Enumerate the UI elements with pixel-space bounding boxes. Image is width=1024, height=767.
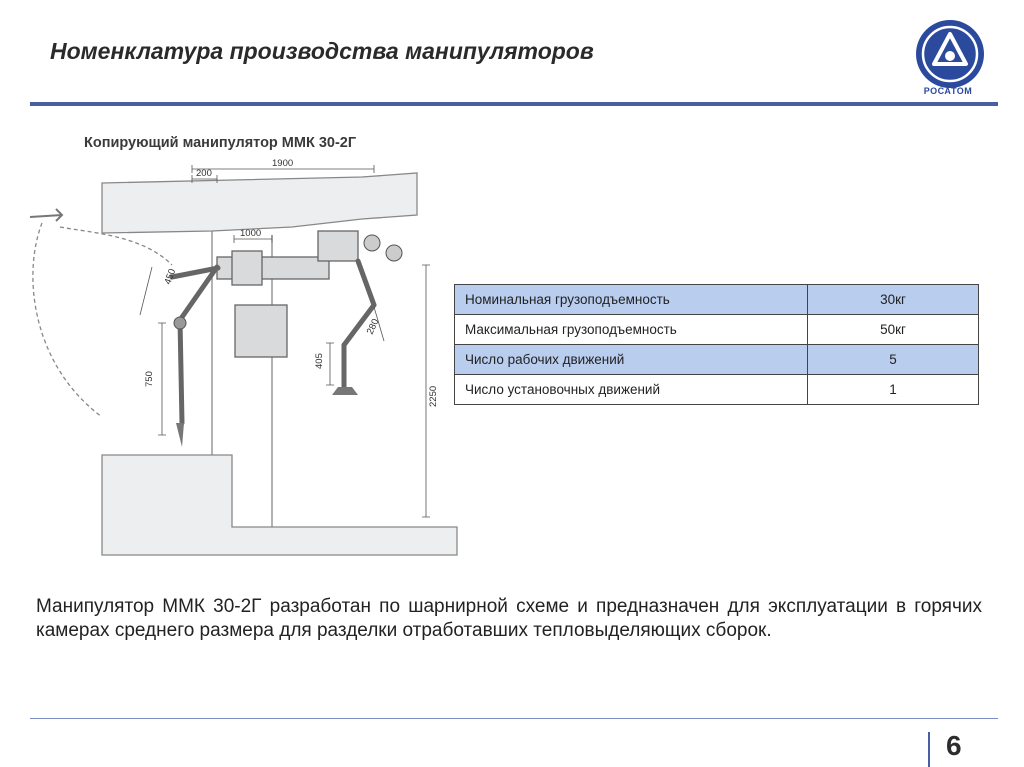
spec-label: Максимальная грузоподъемность: [455, 315, 808, 345]
dim-750: 750: [144, 371, 155, 387]
page-number: 6: [946, 730, 962, 761]
header-divider: [30, 102, 998, 106]
figure-caption: Копирующий манипулятор ММК 30-2Г: [84, 135, 357, 151]
spec-label: Номинальная грузоподъемность: [455, 285, 808, 315]
dim-1900: 1900: [272, 158, 294, 169]
spec-value: 1: [808, 375, 979, 405]
dim-200: 200: [196, 168, 212, 179]
spec-value: 50кг: [808, 315, 979, 345]
slide-title: Номенклатура производства манипуляторов: [50, 38, 594, 64]
spec-row: [455, 345, 979, 375]
dim-280: 280: [364, 317, 382, 337]
description-text: Манипулятор ММК 30-2Г разработан по шарнирной схеме и предназначен для эксплуатации в горячих камерах среднего размера для разделки отработавших тепловыделяющих сборок.: [36, 596, 982, 641]
spec-label: Число рабочих движений: [455, 345, 808, 375]
spec-label: Число установочных движений: [455, 375, 808, 405]
logo-text: РОСАТОМ: [923, 86, 973, 96]
dim-1000: 1000: [240, 228, 262, 239]
manipulator-drawing: [22, 155, 462, 565]
spec-value: 5: [808, 345, 979, 375]
dim-450: 450: [162, 267, 179, 287]
spec-row: [455, 315, 979, 345]
spec-value: 30кг: [808, 285, 979, 315]
dim-405: 405: [314, 353, 325, 369]
dim-2250: 2250: [428, 385, 439, 407]
page-number-separator: [928, 732, 930, 767]
spec-table: [454, 284, 979, 405]
spec-row: [455, 375, 979, 405]
footer-divider: [30, 718, 998, 719]
spec-row: [455, 285, 979, 315]
